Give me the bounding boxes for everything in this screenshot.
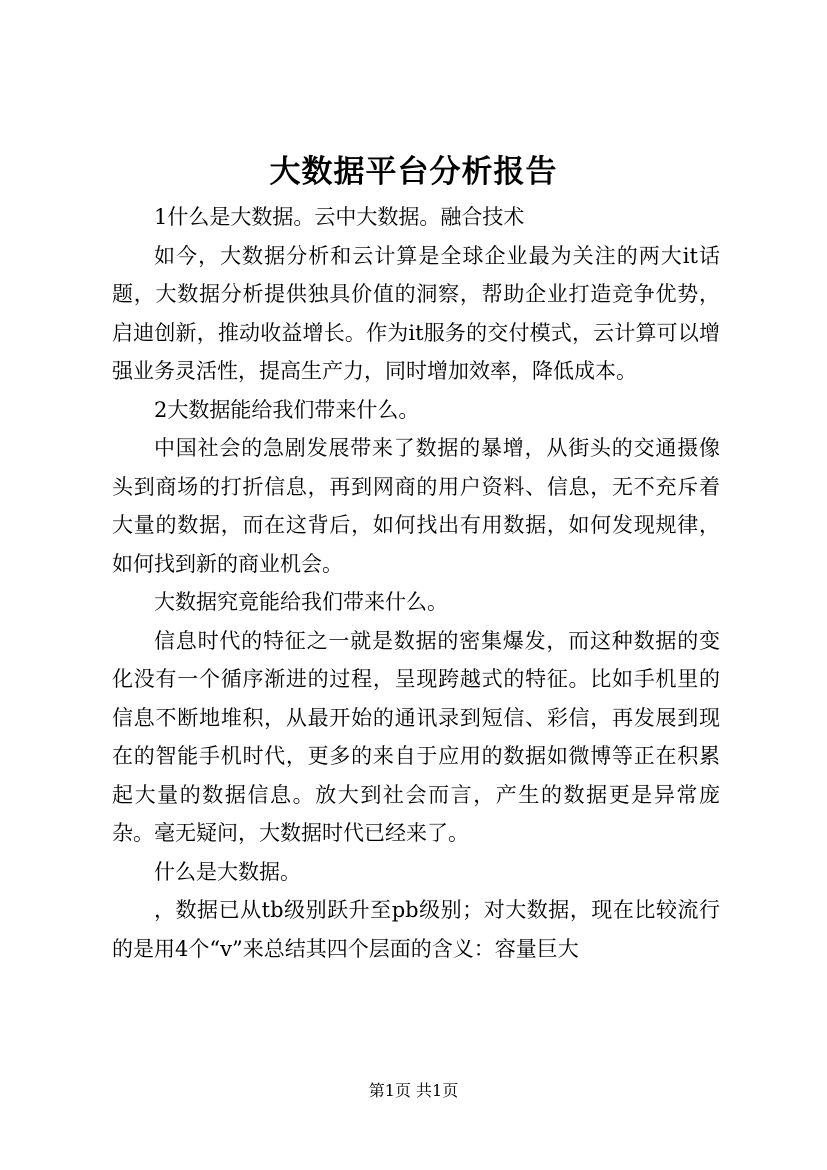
paragraph-heading-1: 1什么是大数据。云中大数据。融合技术 — [154, 205, 525, 229]
document-title: 大数据平台分析报告 — [269, 154, 558, 190]
paragraph-heading-2: 2大数据能给我们带来什么。 — [154, 397, 420, 422]
paragraph: 大数据究竟能给我们带来什么。 — [154, 590, 448, 614]
paragraph: 中国社会的急剧发展带来了数据的暴增，从街头的交通摄像头到商场的打折信息，再到网商的用户资料、信息，无不充斥着大量的数据，而在这背后，如何找出有用数据，如何发现规律，如何找到新的商业机会。 — [112, 436, 720, 576]
paragraph: 如今，大数据分析和云计算是全球企业最为关注的两大it话题，大数据分析提供独具价值的洞察，帮助企业打造竞争优势，启迪创新，推动收益增长。作为it服务的交付模式，云计算可以增强业务灵活性，提高生产力，同时增加效率，降低成本。 — [112, 243, 720, 383]
paragraph: ，数据已从tb级别跃升至pb级别；对大数据，现在比较流行的是用4个“v”来总结其四个层面的含义：容量巨大 — [112, 898, 720, 961]
paragraph: 什么是大数据。 — [154, 859, 301, 884]
page-footer: 第1页 共1页 — [368, 1081, 459, 1100]
document-body — [112, 198, 720, 968]
paragraph: 信息时代的特征之一就是数据的密集爆发，而这种数据的变化没有一个循序渐进的过程，呈现跨越式的特征。比如手机里的信息不断地堆积，从最开始的通讯录到短信、彩信，再发展到现在的智能手机时代，更多的来自于应用的数据如微博等正在积累起大量的数据信息。放大到社会而言，产生的数据更是异常庞杂。毫无疑问，大数据时代已经来了。 — [112, 628, 720, 845]
